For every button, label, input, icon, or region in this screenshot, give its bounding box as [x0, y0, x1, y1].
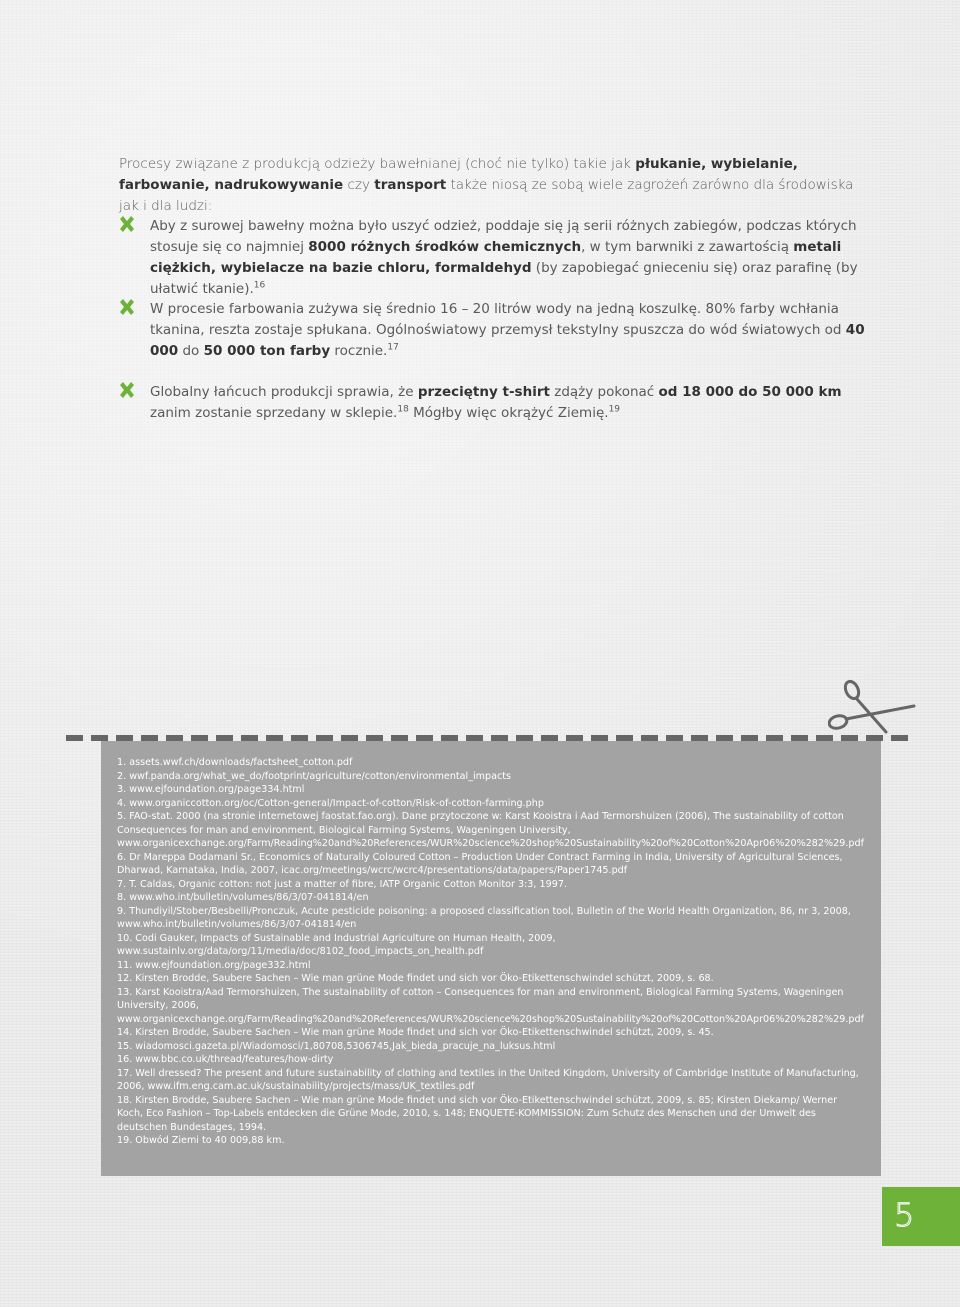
intro-bold: transport: [374, 177, 447, 193]
bold-run: od 18 000 do 50 000 km: [658, 384, 842, 400]
intro-bold: płukanie, wybielanie, farbowanie, nadrukowywanie: [119, 156, 798, 193]
reference-item: 4. www.organiccotton.org/oc/Cotton-general/Impact-of-cotton/Risk-of-cotton-farming.php: [117, 797, 544, 809]
text-run: , w tym barwniki z zawartością: [581, 239, 794, 255]
references-box: [101, 741, 881, 1176]
bullet-text: [150, 382, 867, 424]
text-run: do: [178, 343, 204, 359]
bold-run: 8000 różnych środków chemicznych: [308, 239, 582, 255]
text-run: Mógłby więc okrążyć Ziemię.: [408, 405, 609, 421]
bullet-text: [150, 216, 867, 300]
intro-text: także niosą ze sobą wiele zagrożeń zarówno dla środowiska jak i dla ludzi:: [119, 177, 854, 214]
scissors-icon: [828, 678, 920, 736]
cross-icon: [117, 214, 137, 234]
footnote-ref: 17: [387, 342, 399, 353]
footnote-ref: 19: [608, 404, 621, 415]
reference-item: 19. Obwód Ziemi to 40 009,88 km.: [117, 1135, 285, 1146]
bold-run: 40 000: [150, 322, 865, 359]
reference-item: 11. www.ejfoundation.org/page332.html: [117, 959, 311, 971]
intro-paragraph: [119, 154, 859, 217]
reference-item: 6. Dr Mareppa Dodamani Sr., Economics of Naturally Coloured Cotton – Production Under Contract Farming in India, University of Agricultural Sciences, Dharwad, Karnataka, India, 2007, icac.org/meetings/wcrc/wcrc4/presentations/data/papers/Paper1745.pdf: [117, 851, 843, 876]
text-run: zdąży pokonać: [549, 384, 659, 400]
reference-item: 18. Kirsten Brodde, Saubere Sachen – Wie man grüne Mode findet und sich vor Öko-Etikettenschwindel schützt, 2009, s. 85; Kirsten Diekamp/ Werner Koch, Eco Fashion – Top-Labels entdecken die Grüne Mode, 2010, s. 148; ENQUETE-KOMMISSION: Zum Schutz des Menschen und der Umwelt des deutschen Bundestages, 1994.: [117, 1094, 838, 1133]
footnote-ref: 16: [253, 280, 266, 291]
text-run: (by zapobiegać gnieceniu się) oraz parafinę (by ułatwić tkanie).: [150, 260, 858, 297]
reference-item: 8. www.who.int/bulletin/volumes/86/3/07-041814/en: [117, 892, 369, 903]
reference-item: 16. www.bbc.co.uk/thread/features/how-dirty: [117, 1054, 334, 1065]
reference-item: 2. wwf.panda.org/what_we_do/footprint/agriculture/cotton/environmental_impacts: [117, 770, 512, 782]
bold-run: 50 000 ton farby: [203, 343, 331, 359]
cross-icon: [117, 297, 137, 317]
text-run: Globalny łańcuch produkcji sprawia, że: [150, 384, 418, 400]
footnote-ref: 18: [397, 404, 409, 415]
references-list: [117, 756, 862, 1148]
page-number-box: [882, 1187, 960, 1246]
reference-item: 9. Thundiyil/Stober/Besbelli/Pronczuk, Acute pesticide poisoning: a proposed classification tool, Bulletin of the World Health Organization, 86, nr 3, 2008, www.who.int/bulletin/volumes/86/3/07-041814/en: [117, 905, 851, 930]
intro-text: Procesy związane z produkcją odzieży bawełnianej (choć nie tylko) takie jak: [119, 156, 636, 172]
bold-run: przeciętny t-shirt: [417, 384, 550, 400]
reference-item: 14. Kirsten Brodde, Saubere Sachen – Wie man grüne Mode findet und sich vor Öko-Etikettenschwindel schützt, 2009, s. 45.: [117, 1027, 714, 1038]
page-number: 5: [894, 1196, 915, 1234]
reference-item: 13. Karst Kooistra/Aad Termorshuizen, The sustainability of cotton – Consequences for man and environment, Biological Farming Systems, Wageningen University, 2006, www.organicexchange.org/Farm/Reading%20and%20References/WUR%20science%20shop%20Sustainability%20of%20Cotton%20Apr06%20%282%29.pdf: [117, 986, 864, 1025]
text-run: rocznie.: [330, 343, 388, 359]
intro-text: czy: [343, 177, 375, 193]
cross-icon: [117, 380, 137, 400]
reference-item: 15. wiadomosci.gazeta.pl/Wiadomosci/1,80708,5306745,Jak_bieda_pracuje_na_luksus.html: [117, 1040, 556, 1052]
text-run: zanim zostanie sprzedany w sklepie.: [150, 405, 398, 421]
reference-item: 12. Kirsten Brodde, Saubere Sachen – Wie man grüne Mode findet und sich vor Öko-Etikettenschwindel schützt, 2009, s. 68.: [117, 973, 714, 984]
reference-item: 17. Well dressed? The present and future sustainability of clothing and textiles in the United Kingdom, University of Cambridge Institute of Manufacturing, 2006, www.ifm.eng.cam.ac.uk/sustainability/projects/mass/UK_textiles.pdf: [117, 1067, 859, 1092]
reference-item: 3. www.ejfoundation.org/page334.html: [117, 784, 305, 795]
reference-item: 1. assets.wwf.ch/downloads/factsheet_cotton.pdf: [117, 757, 353, 768]
reference-item: 10. Codi Gauker, Impacts of Sustainable and Industrial Agriculture on Human Health, 2009, www.sustainlv.org/data/org/11/media/doc/8102_food_impacts_on_health.pdf: [117, 932, 556, 957]
bullet-text: [150, 299, 867, 362]
reference-item: 7. T. Caldas, Organic cotton: not just a matter of fibre, IATP Organic Cotton Monitor 3:3, 1997.: [117, 878, 567, 890]
text-run: Aby z surowej bawełny można było uszyć odzież, poddaje się ją serii różnych zabiegów, podczas których stosuje się co najmniej: [150, 218, 857, 255]
bold-run: metali ciężkich, wybielacze na bazie chloru, formaldehyd: [150, 239, 842, 276]
text-run: W procesie farbowania zużywa się średnio 16 – 20 litrów wody na jedną koszulkę. 80% farby wchłania tkanina, reszta zostaje spłukana. Ogólnoświatowy przemysł tekstylny spuszcza do wód światowych od: [150, 301, 846, 338]
reference-item: 5. FAO-stat. 2000 (na stronie internetowej faostat.fao.org). Dane przytoczone w: Karst Kooistra i Aad Termorshuizen (2006), The sustainability of cotton Consequences for man and environment, Biological Farming Systems, Wageningen University, www.organicexchange.org/Farm/Reading%20and%20References/WUR%20science%20shop%20Sustainability%20of%20Cotton%20Apr06%20%282%29.pdf: [117, 811, 864, 849]
